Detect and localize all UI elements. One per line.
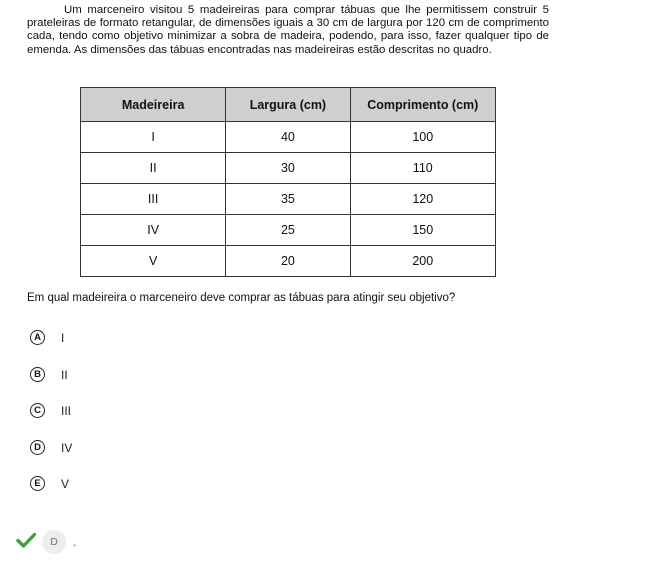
cell-largura: 40 (226, 122, 350, 153)
option-text: III (61, 403, 72, 418)
table-row (81, 122, 496, 153)
cell-largura: 35 (226, 184, 350, 215)
table-row (81, 246, 496, 277)
cell-largura: 30 (226, 153, 350, 184)
option-text: I (61, 330, 65, 345)
option-letter-circle: A (30, 330, 45, 345)
answer-letter-badge: D (42, 530, 66, 554)
answer-dot: . (73, 535, 77, 549)
question-prompt: Em qual madeireira o marceneiro deve comprar as tábuas para atingir seu objetivo? (27, 292, 456, 304)
option-d[interactable] (30, 440, 72, 455)
cell-comprimento: 110 (350, 153, 495, 184)
header-madeireira: Madeireira (81, 88, 226, 122)
table-row (81, 153, 496, 184)
header-largura: Largura (cm) (226, 88, 350, 122)
checkmark-icon (16, 532, 36, 553)
option-e[interactable] (30, 476, 69, 491)
table-row (81, 215, 496, 246)
answer-key (16, 530, 76, 554)
option-letter-circle: D (30, 440, 45, 455)
cell-comprimento: 200 (350, 246, 495, 277)
cell-madeireira: I (81, 122, 226, 153)
cell-comprimento: 120 (350, 184, 495, 215)
cell-madeireira: V (81, 246, 226, 277)
cell-madeireira: II (81, 153, 226, 184)
cell-madeireira: IV (81, 215, 226, 246)
cell-comprimento: 100 (350, 122, 495, 153)
option-c[interactable] (30, 403, 71, 418)
option-text: V (61, 476, 70, 491)
header-comprimento: Comprimento (cm) (350, 88, 495, 122)
option-letter-circle: B (30, 367, 45, 382)
lumber-table (80, 87, 496, 277)
table-header-row (81, 88, 496, 122)
cell-madeireira: III (81, 184, 226, 215)
table-row (81, 184, 496, 215)
question-text: Um marceneiro visitou 5 madeireiras para comprar tábuas que lhe permitissem construir 5 prateleiras de formato retangular, de dimensões iguais a 30 cm de largura por 120 cm de comprimento cada, tendo como objetivo minimizar a sobra de madeira, podendo, para isso, fazer qualquer tipo de emenda. As dimensões das tábuas encontradas nas madeireiras estão descritas no quadro. (27, 4, 549, 56)
option-text: II (61, 367, 68, 382)
option-b[interactable] (30, 367, 68, 382)
cell-largura: 20 (226, 246, 350, 277)
option-a[interactable] (30, 330, 64, 345)
option-text: IV (61, 440, 73, 455)
cell-comprimento: 150 (350, 215, 495, 246)
option-letter-circle: E (30, 476, 45, 491)
cell-largura: 25 (226, 215, 350, 246)
option-letter-circle: C (30, 403, 45, 418)
